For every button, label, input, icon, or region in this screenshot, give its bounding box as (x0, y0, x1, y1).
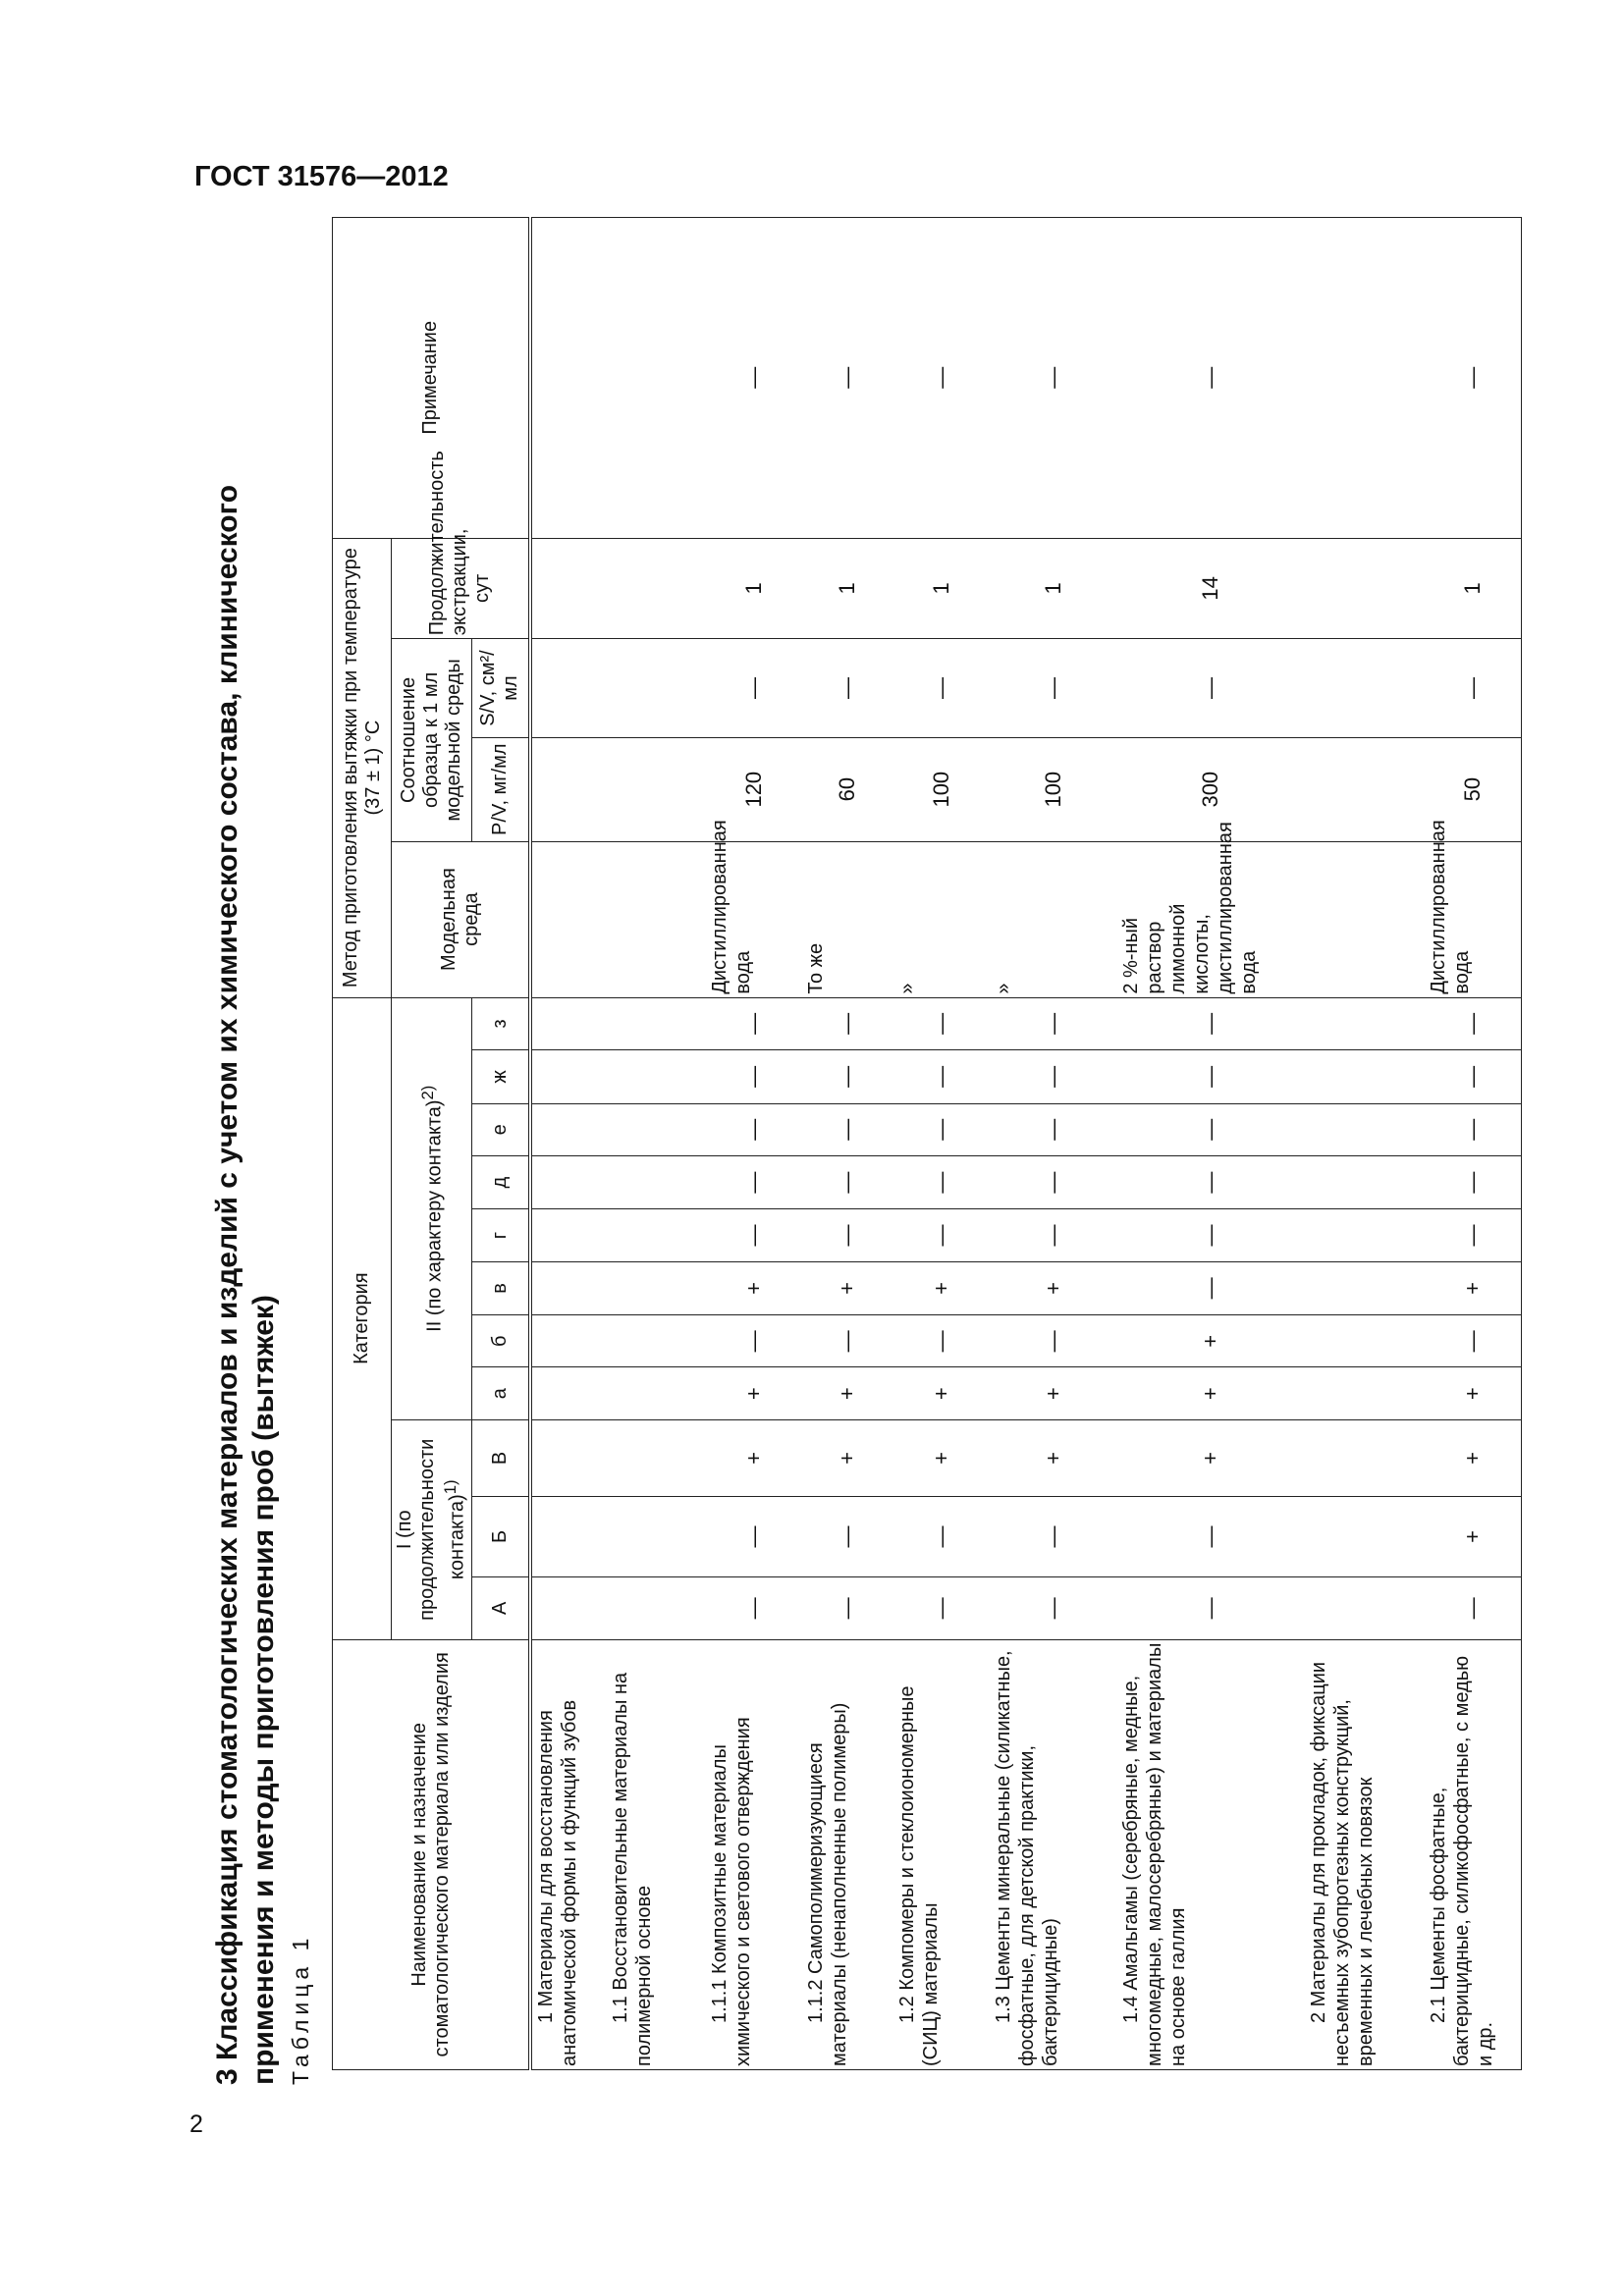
category-mark-cell: — (990, 1496, 1116, 1576)
category-mark-cell (530, 997, 607, 1050)
pv-cell: 300 (1117, 737, 1305, 841)
header-name: Наименование и назначение стоматологического материала или изделия (333, 1639, 531, 2069)
table-body (530, 218, 1521, 2070)
table-row (607, 218, 706, 2070)
category-mark-cell (530, 1496, 607, 1576)
medium-cell: » (893, 841, 990, 997)
category-mark-cell: — (893, 1103, 990, 1155)
category-mark-cell: — (1425, 997, 1522, 1050)
duration-cell: 1 (990, 538, 1116, 639)
note-cell (530, 218, 607, 539)
category-mark-cell: — (893, 1050, 990, 1103)
category-mark-cell: + (1117, 1367, 1305, 1419)
category-mark-cell: + (990, 1261, 1116, 1314)
table-row (893, 218, 990, 2070)
table-row (1305, 218, 1425, 2070)
category-mark-cell: + (1425, 1496, 1522, 1576)
material-name-cell: 1.2 Компомеры и стеклоиономерные (СИЦ) материалы (893, 1639, 990, 2069)
header-pv: P/V, мг/мл (471, 737, 530, 841)
category-mark-cell (1305, 1261, 1425, 1314)
category-mark-cell: + (1425, 1367, 1522, 1419)
sv-cell: — (802, 639, 893, 738)
category-mark-cell (607, 1419, 706, 1496)
material-name-cell: 1.1 Восстановительные материалы на полимерной основе (607, 1639, 706, 2069)
note-cell: — (1117, 218, 1305, 539)
category-mark-cell: — (893, 997, 990, 1050)
category-mark-cell: — (802, 1496, 893, 1576)
category-mark-cell: — (1425, 1577, 1522, 1640)
category-mark-cell (1305, 997, 1425, 1050)
category-mark-cell (1305, 1103, 1425, 1155)
category-mark-cell (607, 1155, 706, 1208)
category-mark-cell: — (1117, 1050, 1305, 1103)
header-col-v: в (471, 1261, 530, 1314)
category-mark-cell (607, 1577, 706, 1640)
table-row (1117, 218, 1305, 2070)
category-mark-cell (530, 1103, 607, 1155)
header-ratio: Соотношение образца к 1 мл модельной среды (392, 639, 472, 841)
category-mark-cell (530, 1209, 607, 1261)
header-col-zh: ж (471, 1050, 530, 1103)
table-row (802, 218, 893, 2070)
category-mark-cell: — (1117, 1155, 1305, 1208)
material-name-cell: 2.1 Цементы фосфатные, бактерицидные, силикофосфатные, с медью и др. (1425, 1639, 1522, 2069)
pv-cell: 100 (893, 737, 990, 841)
category-mark-cell (530, 1577, 607, 1640)
category-mark-cell: + (990, 1367, 1116, 1419)
sv-cell: — (1425, 639, 1522, 738)
sv-cell (530, 639, 607, 738)
category-mark-cell: — (893, 1315, 990, 1367)
category-mark-cell: — (990, 1155, 1116, 1208)
table-row (990, 218, 1116, 2070)
category-mark-cell (530, 1261, 607, 1314)
pv-cell: 50 (1425, 737, 1522, 841)
sv-cell: — (1117, 639, 1305, 738)
category-mark-cell: — (802, 1050, 893, 1103)
category-mark-cell: + (706, 1367, 802, 1419)
category-mark-cell: + (802, 1367, 893, 1419)
header-col-a: а (471, 1367, 530, 1419)
pv-cell: 60 (802, 737, 893, 841)
category-mark-cell: — (1117, 1209, 1305, 1261)
category-mark-cell: — (990, 1103, 1116, 1155)
category-mark-cell: — (893, 1155, 990, 1208)
medium-cell: Дистиллированная вода (706, 841, 802, 997)
category-mark-cell (530, 1315, 607, 1367)
category-mark-cell (607, 1367, 706, 1419)
category-mark-cell: — (1425, 1050, 1522, 1103)
material-name-cell: 1.1.2 Самополимеризующиеся материалы (ненаполненные полимеры) (802, 1639, 893, 2069)
header-col-B: Б (471, 1496, 530, 1576)
duration-cell: 1 (706, 538, 802, 639)
category-mark-cell: — (990, 1315, 1116, 1367)
category-mark-cell: + (706, 1261, 802, 1314)
category-mark-cell: — (802, 997, 893, 1050)
category-mark-cell: — (990, 1577, 1116, 1640)
section-heading-cell: 2 Материалы для прокладок, фиксации несъемных зубопротезных конструкций, временных и лечебных повязок (1305, 1639, 1425, 2069)
category-mark-cell (1305, 1315, 1425, 1367)
header-col-e: е (471, 1103, 530, 1155)
category-mark-cell (530, 1367, 607, 1419)
category-mark-cell: — (1425, 1103, 1522, 1155)
header-sv: S/V, см²/мл (471, 639, 530, 738)
table-label: Таблица 1 (288, 1933, 313, 2085)
category-mark-cell (607, 1050, 706, 1103)
category-mark-cell (1305, 1050, 1425, 1103)
category-mark-cell (1305, 1496, 1425, 1576)
header-duration: Продолжительность экстракции, сут (392, 538, 531, 639)
category-mark-cell (607, 1209, 706, 1261)
sv-cell: — (706, 639, 802, 738)
header-col-d: д (471, 1155, 530, 1208)
category-mark-cell: + (1117, 1315, 1305, 1367)
duration-cell: 1 (893, 538, 990, 639)
category-mark-cell (1305, 1209, 1425, 1261)
category-mark-cell: — (706, 1209, 802, 1261)
category-mark-cell: + (802, 1261, 893, 1314)
category-mark-cell (1305, 1577, 1425, 1640)
category-mark-cell: — (802, 1315, 893, 1367)
category-mark-cell: + (1425, 1261, 1522, 1314)
category-mark-cell: — (802, 1103, 893, 1155)
category-mark-cell: + (990, 1419, 1116, 1496)
duration-cell: 14 (1117, 538, 1305, 639)
section-heading-cell: 1 Материалы для восстановления анатомической формы и функций зубов (530, 1639, 607, 2069)
medium-cell (607, 841, 706, 997)
header-col-V: В (471, 1419, 530, 1496)
header-col-b: б (471, 1315, 530, 1367)
category-mark-cell: — (990, 1209, 1116, 1261)
pv-cell (607, 737, 706, 841)
sv-cell: — (990, 639, 1116, 738)
header-category: Категория (333, 997, 392, 1639)
medium-cell: 2 %-ный раствор лимонной кислоты, дистиллированная вода (1117, 841, 1305, 997)
category-mark-cell: — (706, 1050, 802, 1103)
category-mark-cell: — (1117, 1577, 1305, 1640)
category-mark-cell (530, 1155, 607, 1208)
material-name-cell: 1.3 Цементы минеральные (силикатные, фосфатные, для детской практики, бактерицидные) (990, 1639, 1116, 2069)
pv-cell: 120 (706, 737, 802, 841)
note-cell (607, 218, 706, 539)
header-cat2-footnote: 2) (418, 1085, 437, 1100)
sv-cell (607, 639, 706, 738)
sv-cell (1305, 639, 1425, 738)
table-row (706, 218, 802, 2070)
header-cat1 (392, 1419, 472, 1639)
category-mark-cell (607, 1496, 706, 1576)
category-mark-cell: — (706, 997, 802, 1050)
category-mark-cell: + (893, 1419, 990, 1496)
category-mark-cell: — (990, 1050, 1116, 1103)
category-mark-cell: + (1117, 1419, 1305, 1496)
header-cat1-footnote: 1) (441, 1479, 460, 1495)
note-cell (1305, 218, 1425, 539)
note-cell: — (893, 218, 990, 539)
category-mark-cell: — (802, 1577, 893, 1640)
sv-cell: — (893, 639, 990, 738)
note-cell: — (990, 218, 1116, 539)
category-mark-cell: + (893, 1261, 990, 1314)
duration-cell (607, 538, 706, 639)
medium-cell: » (990, 841, 1116, 997)
category-mark-cell: — (1425, 1315, 1522, 1367)
category-mark-cell (530, 1419, 607, 1496)
category-mark-cell: + (1425, 1419, 1522, 1496)
header-cat2-text: II (по характеру контакта) (423, 1099, 446, 1332)
header-note: Примечание (333, 218, 531, 539)
pv-cell (1305, 737, 1425, 841)
category-mark-cell: — (802, 1209, 893, 1261)
medium-cell (530, 841, 607, 997)
note-cell: — (1425, 218, 1522, 539)
category-mark-cell: + (893, 1367, 990, 1419)
note-cell: — (802, 218, 893, 539)
document-id: ГОСТ 31576—2012 (194, 161, 449, 192)
material-name-cell: 1.4 Амальгамы (серебряные, медные, многомедные, малосеребряные) и материалы на основе галлия (1117, 1639, 1305, 2069)
category-mark-cell: — (706, 1496, 802, 1576)
duration-cell (530, 538, 607, 639)
category-mark-cell: — (893, 1577, 990, 1640)
header-method: Метод приготовления вытяжки при температуре (37 ± 1) °С (333, 538, 392, 997)
category-mark-cell (1305, 1155, 1425, 1208)
category-mark-cell: + (802, 1419, 893, 1496)
category-mark-cell: — (893, 1496, 990, 1576)
category-mark-cell: — (893, 1209, 990, 1261)
category-mark-cell: — (706, 1315, 802, 1367)
category-mark-cell: — (1117, 1103, 1305, 1155)
page-number: 2 (189, 2110, 203, 2138)
header-col-z: з (471, 997, 530, 1050)
pv-cell: 100 (990, 737, 1116, 841)
category-mark-cell (607, 1261, 706, 1314)
category-mark-cell: — (706, 1577, 802, 1640)
classification-table (332, 217, 1522, 2070)
category-mark-cell: — (706, 1155, 802, 1208)
header-cat2 (392, 997, 472, 1419)
category-mark-cell: — (802, 1155, 893, 1208)
header-cat1-text: I (по продолжительности контакта) (394, 1438, 468, 1621)
duration-cell: 1 (1425, 538, 1522, 639)
category-mark-cell: — (1117, 1261, 1305, 1314)
section-title: 3 Классификация стоматологических материалов и изделий с учетом их химического состава, клинического применения и методы приготовления проб (вытяжек) (211, 484, 280, 2085)
duration-cell (1305, 538, 1425, 639)
note-cell: — (706, 218, 802, 539)
category-mark-cell: — (990, 997, 1116, 1050)
header-col-g: г (471, 1209, 530, 1261)
pv-cell (530, 737, 607, 841)
category-mark-cell: — (706, 1103, 802, 1155)
category-mark-cell (1305, 1419, 1425, 1496)
medium-cell: Дистиллированная вода (1425, 841, 1522, 997)
table-row (530, 218, 607, 2070)
category-mark-cell (607, 997, 706, 1050)
category-mark-cell: — (1425, 1209, 1522, 1261)
medium-cell: То же (802, 841, 893, 997)
category-mark-cell: — (1117, 997, 1305, 1050)
category-mark-cell (1305, 1367, 1425, 1419)
table-row (1425, 218, 1522, 2070)
category-mark-cell: + (706, 1419, 802, 1496)
category-mark-cell: — (1117, 1496, 1305, 1576)
header-medium: Модельная среда (392, 841, 531, 997)
header-col-A: А (471, 1577, 530, 1640)
medium-cell (1305, 841, 1425, 997)
duration-cell: 1 (802, 538, 893, 639)
category-mark-cell: — (1425, 1155, 1522, 1208)
category-mark-cell (530, 1050, 607, 1103)
material-name-cell: 1.1.1 Композитные материалы химического и светового отверждения (706, 1639, 802, 2069)
category-mark-cell (607, 1103, 706, 1155)
category-mark-cell (607, 1315, 706, 1367)
